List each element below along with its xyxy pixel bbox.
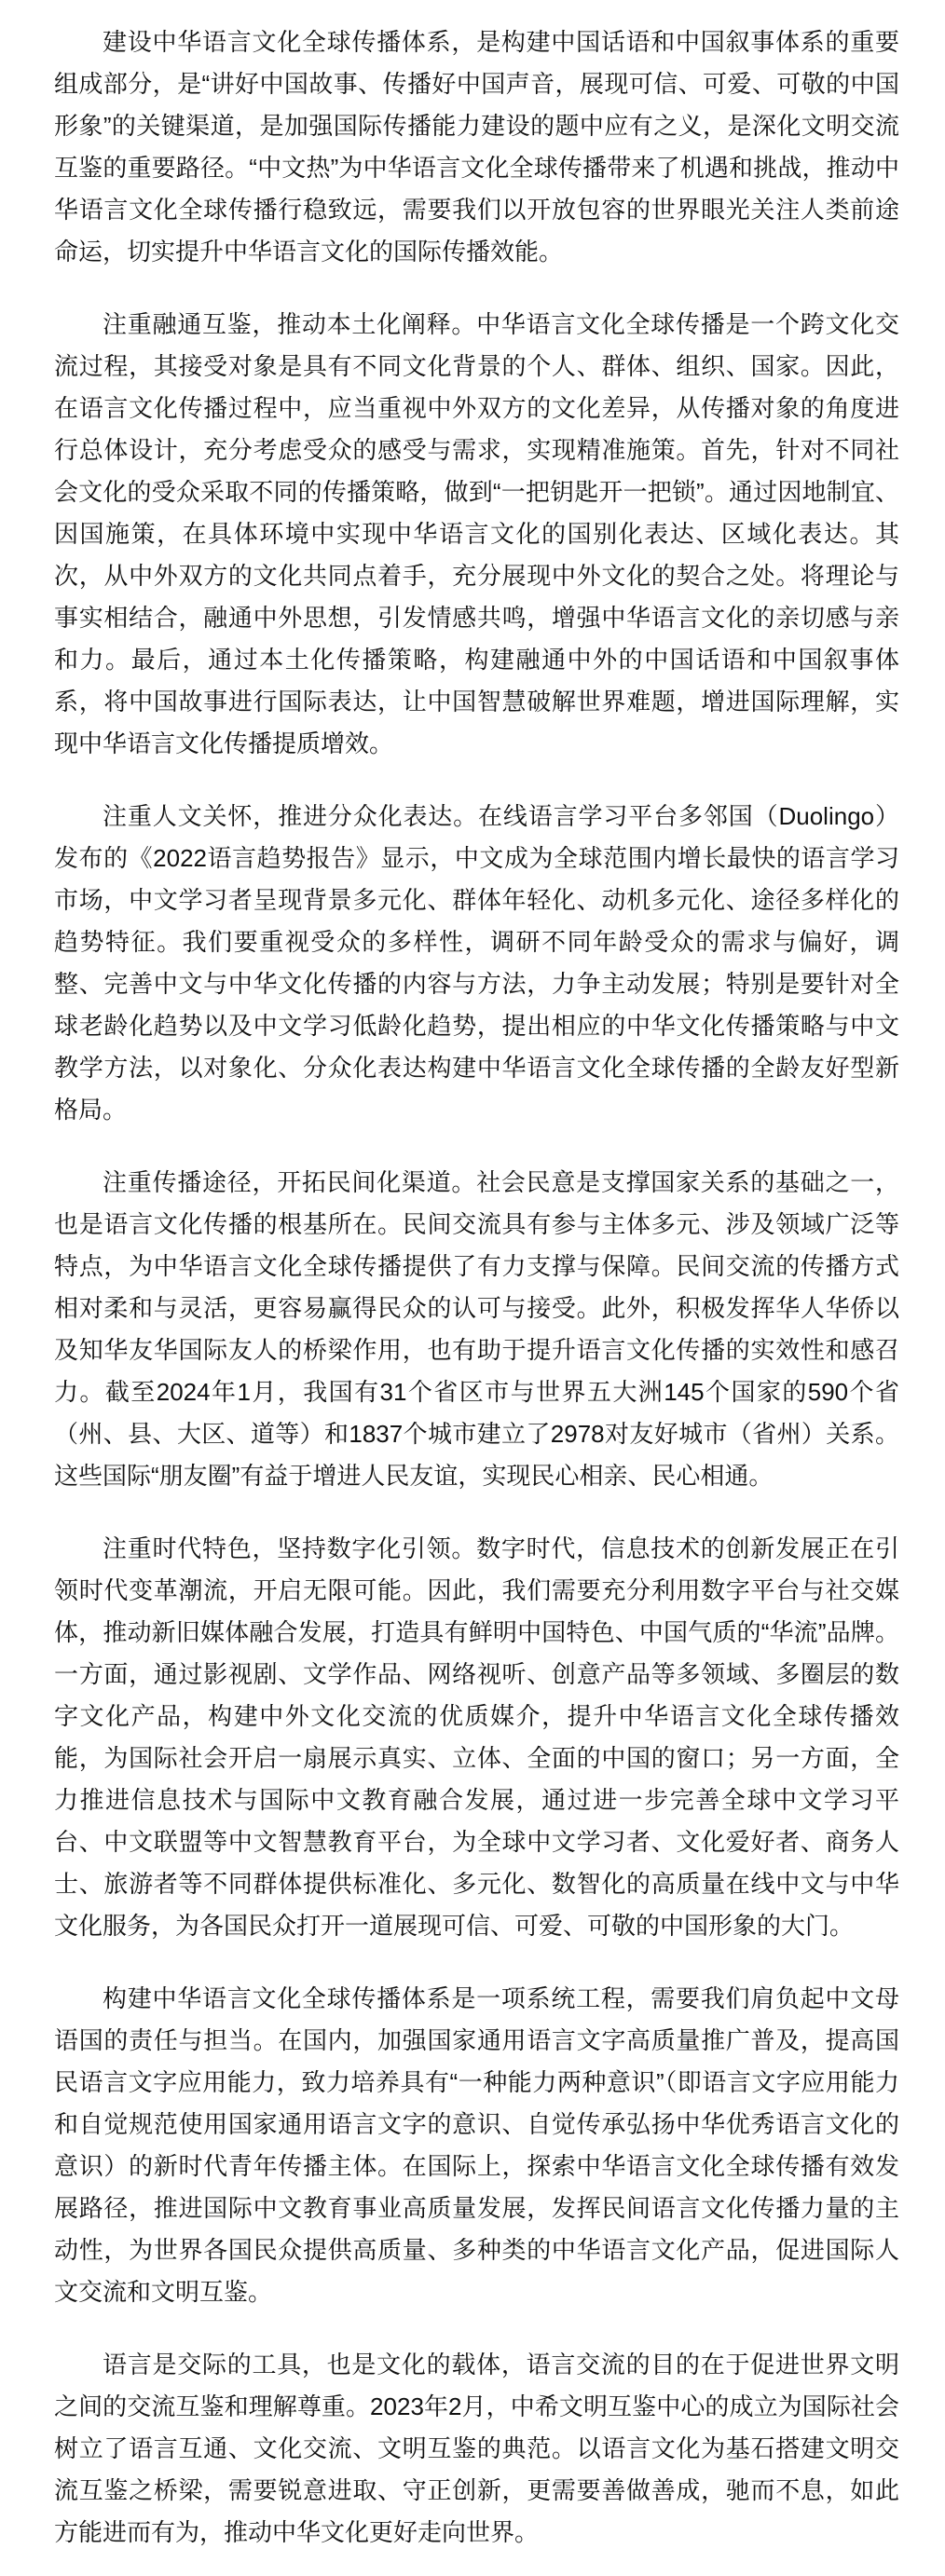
paragraph-conclusion: 语言是交际的工具，也是文化的载体，语言交流的目的在于促进世界文明之间的交流互鉴和理解尊重。2023年2月，中希文明互鉴中心的成立为国际社会树立了语言互通、文化交流、文明互鉴的典范。以语言文化为基石搭建文明交流互鉴之桥梁，需要锐意进取、守正创新，更需要善做善成，驰而不息，如此方能进而有为，推动中华文化更好走向世界。 — [54, 2351, 899, 2546]
paragraph-system-project: 构建中华语言文化全球传播体系是一项系统工程，需要我们肩负起中文母语国的责任与担当。在国内，加强国家通用语言文字高质量推广普及，提高国民语言文字应用能力，致力培养具有“一种能力两种意识”（即语言文字应用能力和自觉规范使用国家通用语言文字的意识、自觉传承弘扬中华优秀语言文化的意识）的新时代青年传播主体。在国际上，探索中华语言文化全球传播有效发展路径，推进国际中文教育事业高质量发展，发挥民间语言文化传播力量的主动性，为世界各国民众提供高质量、多种类的中华语言文化产品，促进国际人文交流和文明互鉴。 — [54, 1984, 899, 2306]
paragraph-humanistic-care: 注重人文关怀，推进分众化表达。在线语言学习平台多邻国（Duolingo）发布的《2022语言趋势报告》显示，中文成为全球范围内增长最快的语言学习市场，中文学习者呈现背景多元化、群体年轻化、动机多元化、途径多样化的趋势特征。我们要重视受众的多样性，调研不同年龄受众的需求与偏好，调整、完善中文与中华文化传播的内容与方法，力争主动发展；特别是要针对全球老龄化趋势以及中文学习低龄化趋势，提出相应的中华文化传播策略与中文教学方法，以对象化、分众化表达构建中华语言文化全球传播的全龄友好型新格局。 — [54, 802, 899, 1124]
paragraph-localized-interpretation: 注重融通互鉴，推动本土化阐释。中华语言文化全球传播是一个跨文化交流过程，其接受对象是具有不同文化背景的个人、群体、组织、国家。因此，在语言文化传播过程中，应当重视中外双方的文化差异，从传播对象的角度进行总体设计，充分考虑受众的感受与需求，实现精准施策。首先，针对不同社会文化的受众采取不同的传播策略，做到“一把钥匙开一把锁”。通过因地制宜、因国施策，在具体环境中实现中华语言文化的国别化表达、区域化表达。其次，从中外双方的文化共同点着手，充分展现中外文化的契合之处。将理论与事实相结合，融通中外思想，引发情感共鸣，增强中华语言文化的亲切感与亲和力。最后，通过本土化传播策略，构建融通中外的中国话语和中国叙事体系，将中国故事进行国际表达，让中国智慧破解世界难题，增进国际理解，实现中华语言文化传播提质增效。 — [54, 310, 899, 757]
paragraph-folk-channels: 注重传播途径，开拓民间化渠道。社会民意是支撑国家关系的基础之一，也是语言文化传播的根基所在。民间交流具有参与主体多元、涉及领域广泛等特点，为中华语言文化全球传播提供了有力支撑与保障。民间交流的传播方式相对柔和与灵活，更容易赢得民众的认可与接受。此外，积极发挥华人华侨以及知华友华国际友人的桥梁作用，也有助于提升语言文化传播的实效性和感召力。截至2024年1月，我国有31个省区市与世界五大洲145个国家的590个省（州、县、大区、道等）和1837个城市建立了2978对友好城市（省州）关系。这些国际“朋友圈”有益于增进人民友谊，实现民心相亲、民心相通。 — [54, 1168, 899, 1490]
paragraph-digital-era: 注重时代特色，坚持数字化引领。数字时代，信息技术的创新发展正在引领时代变革潮流，开启无限可能。因此，我们需要充分利用数字平台与社交媒体，推动新旧媒体融合发展，打造具有鲜明中国特色、中国气质的“华流”品牌。一方面，通过影视剧、文学作品、网络视听、创意产品等多领域、多圈层的数字文化产品，构建中外文化交流的优质媒介，提升中华语言文化全球传播效能，为国际社会开启一扇展示真实、立体、全面的中国的窗口；另一方面，全力推进信息技术与国际中文教育融合发展，通过进一步完善全球中文学习平台、中文联盟等中文智慧教育平台，为全球中文学习者、文化爱好者、商务人士、旅游者等不同群体提供标准化、多元化、数智化的高质量在线中文与中华文化服务，为各国民众打开一道展现可信、可爱、可敬的中国形象的大门。 — [54, 1534, 899, 1940]
article-body — [54, 21, 899, 2554]
paragraph-intro: 建设中华语言文化全球传播体系，是构建中国话语和中国叙事体系的重要组成部分，是“讲好中国故事、传播好中国声音，展现可信、可爱、可敬的中国形象”的关键渠道，是加强国际传播能力建设的题中应有之义，是深化文明交流互鉴的重要路径。“中文热”为中华语言文化全球传播带来了机遇和挑战，推动中华语言文化全球传播行稳致远，需要我们以开放包容的世界眼光关注人类前途命运，切实提升中华语言文化的国际传播效能。 — [54, 28, 899, 266]
